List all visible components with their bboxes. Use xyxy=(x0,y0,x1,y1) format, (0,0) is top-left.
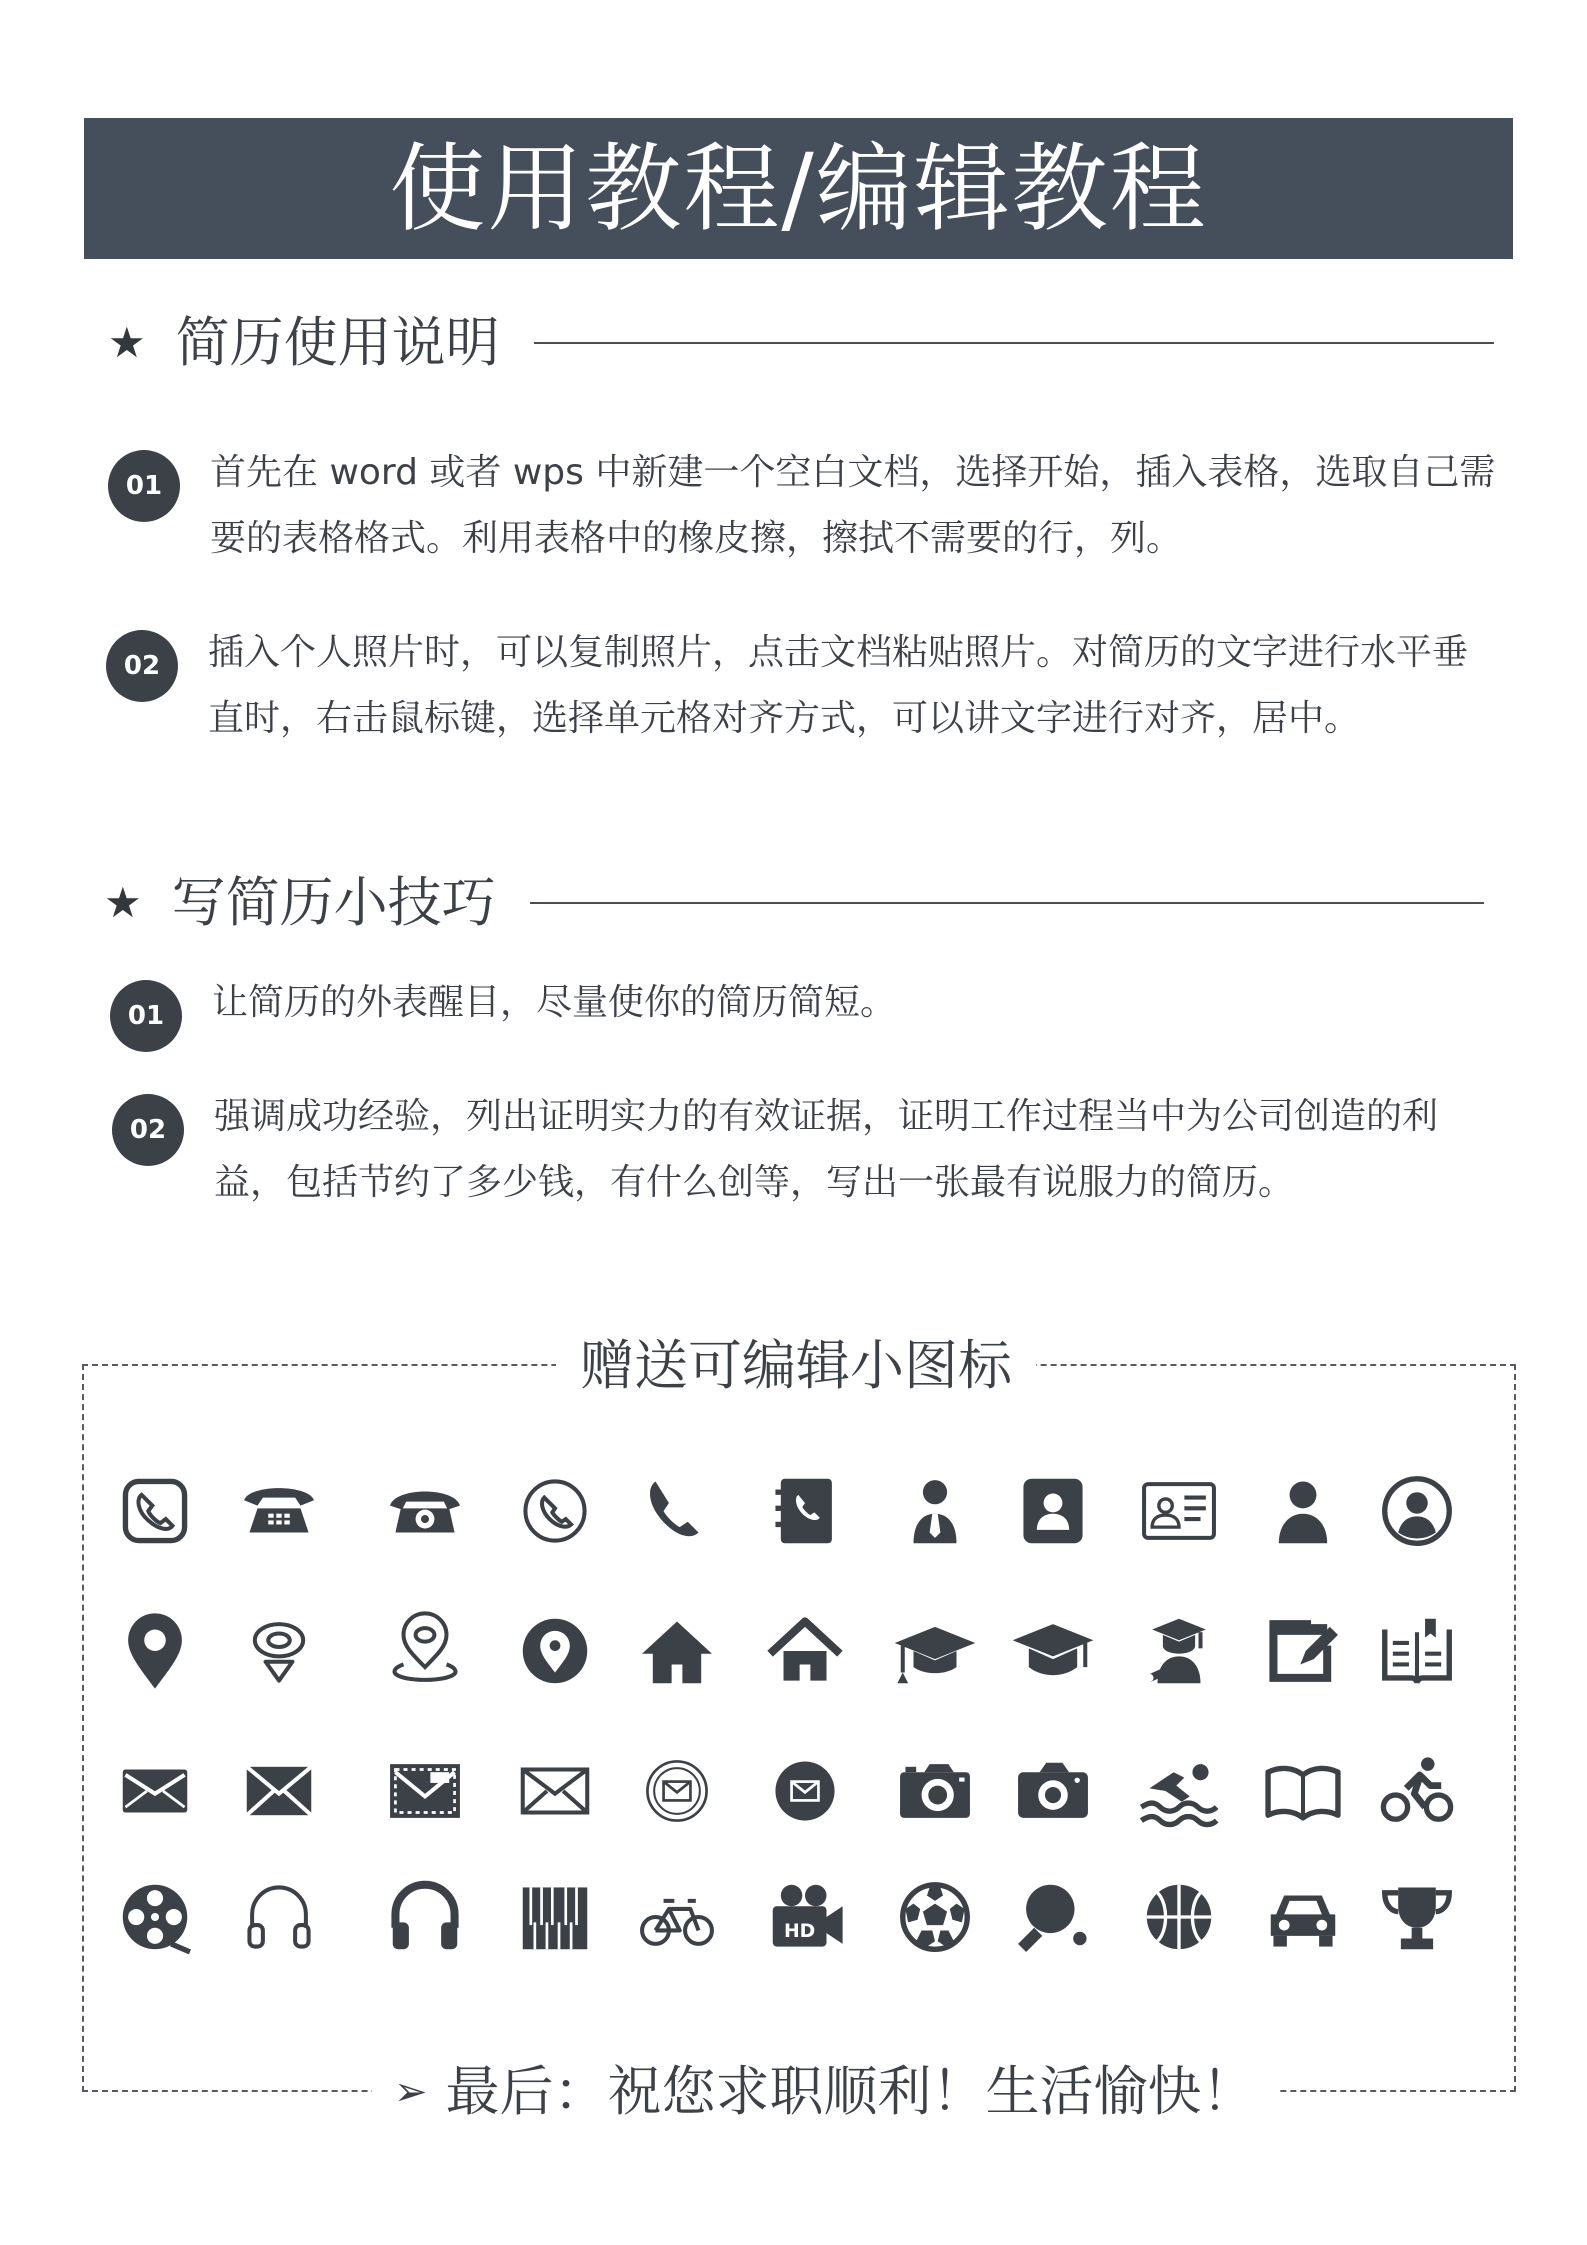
mail-stamp-icon xyxy=(382,1748,468,1834)
businessman-icon xyxy=(892,1468,978,1554)
title-banner xyxy=(84,118,1513,259)
location-circle-icon xyxy=(512,1608,598,1694)
phone-handset-icon xyxy=(634,1468,720,1554)
user-icon xyxy=(1260,1468,1346,1554)
trophy-icon xyxy=(1374,1874,1460,1960)
swimming-icon xyxy=(1136,1748,1222,1834)
mail-thin-icon xyxy=(512,1748,598,1834)
cycling-icon xyxy=(1374,1748,1460,1834)
section-header-usage xyxy=(108,311,1498,374)
number-badge: 02 xyxy=(112,1094,184,1166)
section-title: 简历使用说明 xyxy=(175,311,500,374)
hd-video-camera-icon xyxy=(762,1874,848,1960)
headphones-outline-icon xyxy=(236,1874,322,1960)
divider-line xyxy=(534,342,1494,344)
icon-gallery-title: 赠送可编辑小图标 xyxy=(556,1336,1036,1396)
star-icon: ★ xyxy=(104,878,142,927)
section-title: 写简历小技巧 xyxy=(171,871,496,934)
number-badge: 01 xyxy=(110,980,182,1052)
retro-phone-icon xyxy=(382,1468,468,1554)
book-icon xyxy=(1260,1748,1346,1834)
graduation-cap-icon xyxy=(892,1608,978,1694)
list-item xyxy=(110,980,1502,1052)
list-item xyxy=(106,630,1498,752)
phonebook-icon xyxy=(762,1468,848,1554)
phone-square-icon xyxy=(112,1468,198,1554)
map-pin-icon xyxy=(112,1608,198,1694)
camera-icon xyxy=(892,1748,978,1834)
number-badge: 02 xyxy=(106,630,178,702)
star-icon: ★ xyxy=(108,318,146,367)
arrow-icon: ➢ xyxy=(394,2069,428,2115)
list-item xyxy=(112,1094,1504,1216)
page-title: 使用教程/编辑教程 xyxy=(389,132,1208,245)
home-outline-icon xyxy=(762,1608,848,1694)
headphones-icon xyxy=(382,1874,468,1960)
film-reel-icon xyxy=(112,1874,198,1960)
book-open-lines-icon xyxy=(1374,1608,1460,1694)
car-icon xyxy=(1260,1874,1346,1960)
user-circle-icon xyxy=(1374,1468,1460,1554)
mail-icon xyxy=(112,1748,198,1834)
mail-circle-outline-icon xyxy=(634,1748,720,1834)
bicycle-icon xyxy=(634,1874,720,1960)
soccer-ball-icon xyxy=(892,1874,978,1960)
item-text: 强调成功经验，列出证明实力的有效证据，证明工作过程当中为公司创造的利益，包括节约了多少钱，有什么创等，写出一张最有说服力的简历。 xyxy=(214,1096,1439,1203)
location-outline-icon xyxy=(236,1608,322,1694)
phone-circle-outline-icon xyxy=(512,1468,598,1554)
mail-circle-icon xyxy=(762,1748,848,1834)
number-badge: 01 xyxy=(108,450,180,522)
graduate-student-icon xyxy=(1136,1608,1222,1694)
desk-phone-icon xyxy=(236,1468,322,1554)
item-text: 首先在 word 或者 wps 中新建一个空白文档，选择开始，插入表格，选取自己需要的表格格式。利用表格中的橡皮擦，擦拭不需要的行，列。 xyxy=(210,452,1496,559)
mail-outline-icon xyxy=(236,1748,322,1834)
item-text: 插入个人照片时，可以复制照片，点击文档粘贴照片。对简历的文字进行水平垂直时，右击鼠标键，选择单元格对齐方式，可以讲文字进行对齐，居中。 xyxy=(208,632,1469,739)
closing-message xyxy=(372,2062,1278,2122)
section-header-tips xyxy=(104,871,1484,934)
camera-solid-icon xyxy=(1010,1748,1096,1834)
basketball-icon xyxy=(1136,1874,1222,1960)
item-text: 让简历的外表醒目，尽量使你的简历简短。 xyxy=(212,982,897,1023)
ping-pong-icon xyxy=(1010,1874,1096,1960)
list-item xyxy=(108,450,1500,572)
edit-note-icon xyxy=(1260,1608,1346,1694)
home-icon xyxy=(634,1608,720,1694)
svg-text:HD: HD xyxy=(783,1921,816,1943)
piano-keys-icon xyxy=(512,1874,598,1960)
location-pin-outline-icon xyxy=(382,1608,468,1694)
divider-line xyxy=(530,902,1484,904)
graduation-cap-solid-icon xyxy=(1010,1608,1096,1694)
contact-card-icon xyxy=(1010,1468,1096,1554)
closing-text: 最后：祝您求职顺利！生活愉快！ xyxy=(445,2060,1256,2123)
id-card-icon xyxy=(1136,1468,1222,1554)
